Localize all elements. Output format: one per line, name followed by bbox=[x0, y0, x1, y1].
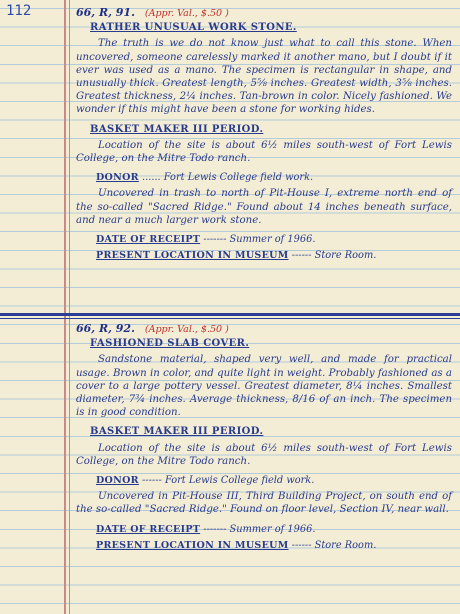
margin-line bbox=[64, 0, 66, 614]
receipt-line: DATE OF RECEIPT ------- Summer of 1966. bbox=[96, 234, 316, 246]
catalog-number: 66, R, 91. bbox=[76, 6, 135, 19]
donor-value: Fort Lewis College field work. bbox=[164, 475, 315, 487]
catalog-number: 66, R, 92. bbox=[76, 322, 135, 335]
catalog-entry bbox=[76, 322, 452, 555]
museum-location-line: PRESENT LOCATION IN MUSEUM ------ Store Room. bbox=[96, 250, 377, 262]
donor-line: DONOR ------ Fort Lewis College field work. bbox=[96, 475, 315, 487]
receipt-value: Summer of 1966. bbox=[229, 234, 316, 246]
donor-value: Fort Lewis College field work. bbox=[163, 172, 314, 184]
entry-separator bbox=[0, 318, 460, 319]
appraisal-value: (Appr. Val., $.50 ) bbox=[144, 8, 229, 19]
discovery-notes: Uncovered in trash to north of Pit-House I, extreme north end of the so-called "Sacred Ridge." Found about 14 inches beneath surface, and near a much larger work stone. bbox=[76, 188, 452, 226]
artifact-description: The truth is we do not know just what to call this stone. When uncovered, someone carelessly marked it another mano, but I doubt if it ever was used as a mano. The specimen is rectangular in shape, and unusually thick. Greatest length, 5⅝ inches. Greatest width, 3⅝ inches. Greatest thickness, 2¼ inches. Tan-brown in color. Nicely fashioned. We wonder if this might have been a stone for working hides. bbox=[76, 38, 452, 116]
donor-line: DONOR ...... Fort Lewis College field work. bbox=[96, 172, 314, 184]
receipt-line: DATE OF RECEIPT ------- Summer of 1966. bbox=[96, 523, 316, 535]
museum-location-value: Store Room. bbox=[314, 539, 377, 551]
artifact-title: RATHER UNUSUAL WORK STONE. bbox=[90, 22, 297, 34]
donor-label: DONOR bbox=[96, 475, 139, 487]
receipt-value: Summer of 1966. bbox=[229, 523, 316, 535]
receipt-label: DATE OF RECEIPT bbox=[96, 234, 201, 246]
receipt-label: DATE OF RECEIPT bbox=[96, 523, 201, 535]
entry-header bbox=[76, 322, 452, 336]
discovery-notes: Uncovered in Pit-House III, Third Building Project, on south end of the so-called "Sacred Ridge." Found on floor level, Section IV, near wall. bbox=[76, 491, 452, 516]
museum-location-value: Store Room. bbox=[314, 250, 377, 262]
page-number: 112 bbox=[6, 3, 32, 19]
museum-location-label: PRESENT LOCATION IN MUSEUM bbox=[96, 539, 289, 551]
museum-location-line: PRESENT LOCATION IN MUSEUM ------ Store Room. bbox=[96, 539, 377, 551]
artifact-description: Sandstone material, shaped very well, and made for practical usage. Brown in color, and quite light in weight. Probably fashioned as a cover to a large pottery vessel. Greatest diameter, 8¼ inches. Smallest diameter, 7¾ inches. Average thickness, 8/16 of an inch. The specimen is in good condition. bbox=[76, 354, 452, 419]
entry-header bbox=[76, 6, 452, 20]
artifact-title: FASHIONED SLAB COVER. bbox=[90, 338, 250, 350]
period-label: BASKET MAKER III PERIOD. bbox=[90, 123, 264, 135]
museum-location-label: PRESENT LOCATION IN MUSEUM bbox=[96, 250, 289, 262]
margin-line bbox=[69, 0, 70, 614]
catalog-entry bbox=[76, 6, 452, 265]
donor-label: DONOR bbox=[96, 172, 139, 184]
site-location: Location of the site is about 6½ miles south-west of Fort Lewis College, on the Mitre Todo ranch. bbox=[76, 442, 452, 467]
entry-separator bbox=[0, 313, 460, 316]
site-location: Location of the site is about 6½ miles south-west of Fort Lewis College, on the Mitre Todo ranch. bbox=[76, 139, 452, 165]
appraisal-value: (Appr. Val., $.50 ) bbox=[144, 324, 229, 335]
period-label: BASKET MAKER III PERIOD. bbox=[90, 426, 264, 438]
